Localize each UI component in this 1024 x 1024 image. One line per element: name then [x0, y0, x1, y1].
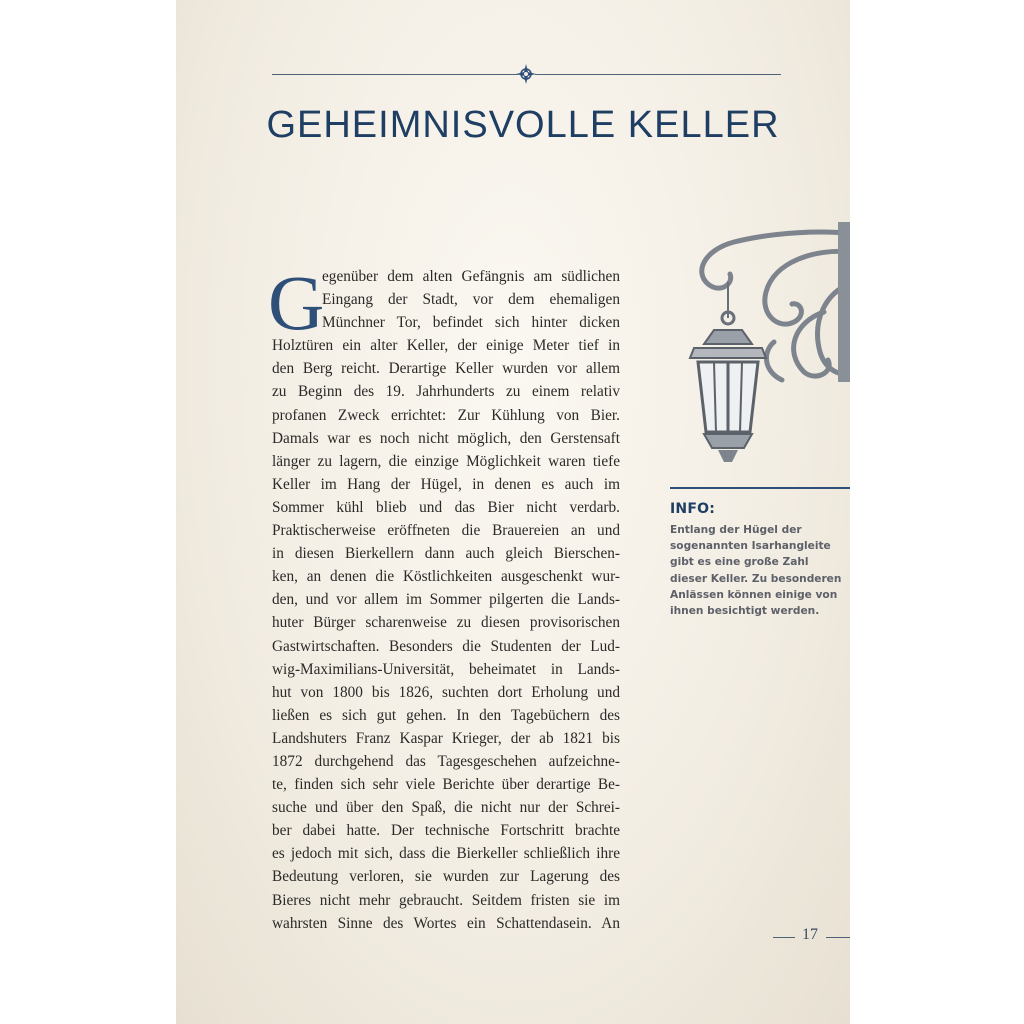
- info-heading: INFO:: [670, 501, 715, 517]
- body-line: ließen es sich gut gehen. In den Tagebüchern des: [272, 706, 620, 724]
- info-line: sogenannten Isarhangleite: [670, 540, 831, 553]
- info-line: ihnen besichtigt werden.: [670, 605, 820, 618]
- body-line: wahrsten Sinne des Wortes ein Schattendasein. An: [272, 914, 620, 932]
- body-line: den Berg reicht. Derartige Keller wurden vor allem: [272, 360, 620, 378]
- drop-cap: G: [268, 259, 325, 346]
- ornament-rule-left: [272, 74, 518, 75]
- body-line: hut von 1800 bis 1826, suchten dort Erholung und: [272, 683, 620, 701]
- body-line: in diesen Bierkellern dann auch gleich Bierschen-: [272, 545, 620, 563]
- body-line: wig-Maximilians-Universität, beheimatet in Lands-: [272, 660, 620, 678]
- body-line: te, finden sich sehr viele Berichte über derartige Be-: [272, 776, 620, 794]
- body-line: den, und vor allem im Sommer pilgerten die Lands-: [272, 591, 620, 609]
- page-number: 17: [802, 926, 818, 943]
- body-line: ken, an denen die Köstlichkeiten ausgeschenkt wur-: [272, 568, 620, 586]
- page-number-rule-left: [773, 937, 795, 938]
- body-line: Sommer kühl blieb und das Bier nicht verdarb.: [272, 498, 620, 516]
- info-line: Anlässen können einige von: [670, 588, 838, 601]
- body-line: Praktischerweise eröffneten die Brauereien an und: [272, 522, 620, 540]
- body-line: suche und über den Spaß, die nicht nur der Schrei-: [272, 799, 620, 817]
- info-line: Entlang der Hügel der: [670, 524, 802, 536]
- body-line: es jedoch mit sich, dass die Bierkeller schließlich ihre: [272, 845, 620, 863]
- page-number-rule-right: [826, 937, 850, 938]
- info-rule: [670, 487, 850, 489]
- body-line: länger zu lagern, die einzige Möglichkeit waren tiefe: [272, 452, 620, 470]
- body-text: [272, 265, 620, 935]
- body-line: 1872 durchgehend das Tagesgeschehen aufzeichne-: [272, 752, 620, 770]
- body-line: Gastwirtschaften. Besonders die Studenten der Lud-: [272, 637, 620, 655]
- lantern-illustration: [674, 222, 850, 472]
- body-line: Eingang der Stadt, vor dem ehemaligen: [322, 291, 620, 309]
- page-title: GEHEIMNISVOLLE KELLER: [266, 104, 780, 146]
- info-line: gibt es eine große Zahl: [670, 556, 809, 569]
- body-line: egenüber dem alten Gefängnis am südlichen: [322, 268, 620, 285]
- book-page: [176, 0, 850, 1024]
- info-box-text: [670, 522, 840, 619]
- info-line: dieser Keller. Zu besonderen: [670, 572, 842, 585]
- body-line: Bedeutung verloren, sie wurden zur Lagerung des: [272, 868, 620, 886]
- body-line: Münchner Tor, befindet sich hinter dicken: [322, 314, 620, 332]
- body-line: Damals war es noch nicht möglich, den Gerstensaft: [272, 429, 620, 447]
- body-line: huter Bürger scharenweise zu diesen provisorischen: [272, 614, 620, 632]
- body-line: ber dabei hatte. Der technische Fortschritt brachte: [272, 822, 620, 840]
- body-line: Holztüren ein alter Keller, der einige Meter tief in: [272, 337, 620, 355]
- body-line: zu Beginn des 19. Jahrhunderts zu einem relativ: [272, 383, 620, 401]
- ornament-rule-right: [535, 74, 781, 75]
- body-line: profanen Zweck errichtet: Zur Kühlung von Bier.: [272, 406, 620, 424]
- body-line: Landshuters Franz Kaspar Krieger, der ab 1821 bis: [272, 729, 620, 747]
- body-line: Keller im Hang der Hügel, in denen es auch im: [272, 475, 620, 493]
- body-line: Bieres nicht mehr gebraucht. Seitdem fristen sie im: [272, 891, 620, 909]
- compass-rose-icon: [516, 64, 536, 84]
